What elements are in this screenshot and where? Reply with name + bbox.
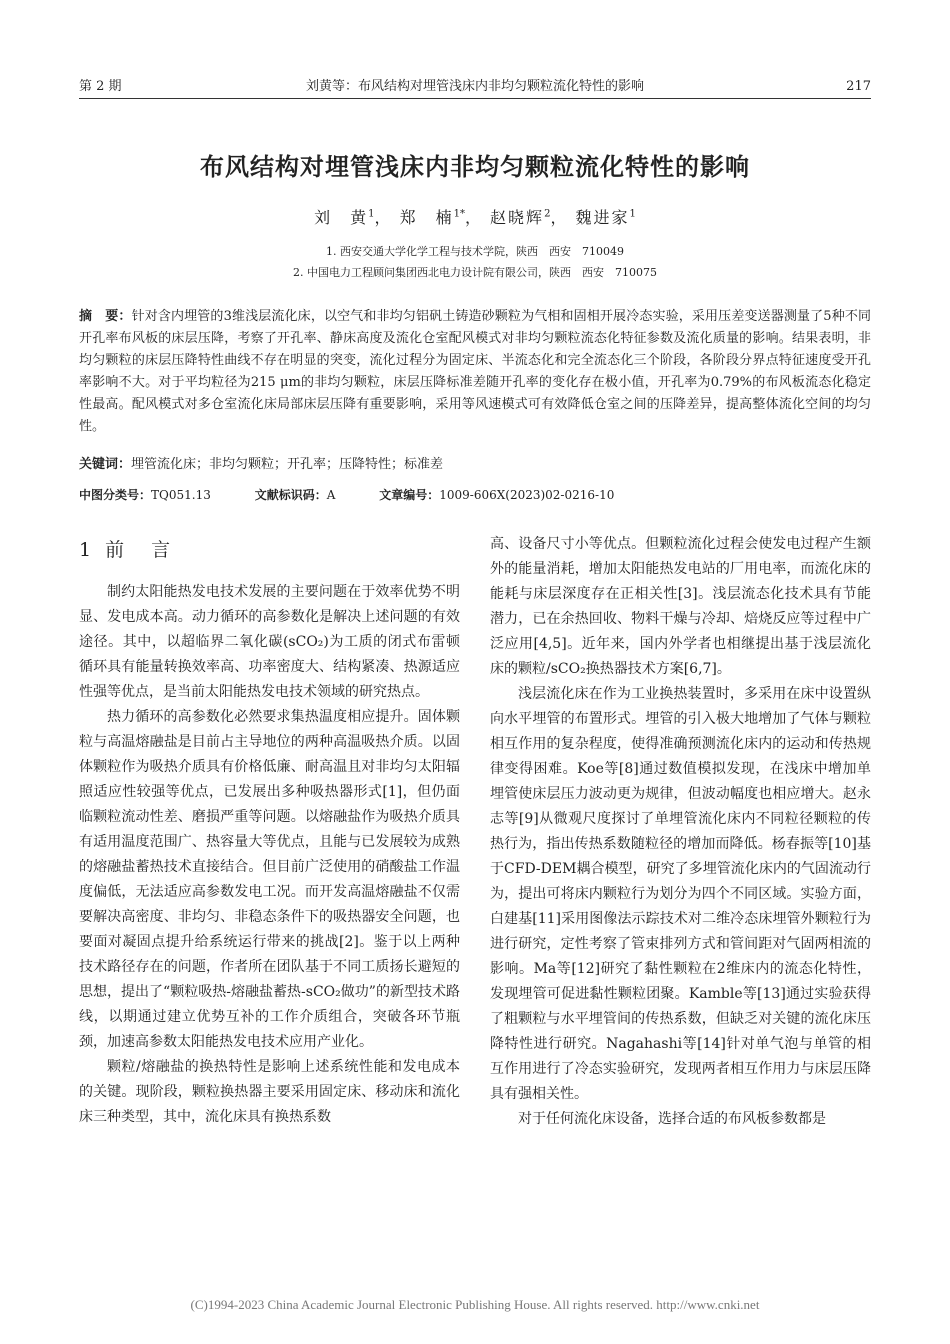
author-list: 刘 黄$^1$， 郑 楠$^{1*}$， 赵晓辉$^2$， 魏进家$^1$ — [314, 208, 636, 227]
section-title: 前 言 — [105, 539, 175, 561]
classification-info — [79, 485, 871, 505]
article-number-label: 文章编号： — [379, 488, 440, 502]
header-rule — [79, 98, 871, 99]
author-affiliation-mark: 1 — [629, 208, 636, 220]
affiliation-1: 1. 西安交通大学化学工程与技术学院，陕西 西安 710049 — [326, 245, 624, 258]
paper-title: 布风结构对埋管浅床内非均匀颗粒流化特性的影响 — [200, 153, 750, 181]
issue-number: 第 2 期 — [79, 79, 122, 94]
body-paragraph: 颗粒/熔融盐的换热特性是影响上述系统性能和发电成本的关键。现阶段，颗粒换热器主要采用固定床、移动床和流化床三种类型，其中，流化床具有换热系数 — [79, 1059, 460, 1125]
author-name: 赵晓辉 — [490, 208, 545, 227]
keywords-text: 埋管流化床；非均匀颗粒；开孔率；压降特性；标准差 — [131, 457, 444, 472]
running-title: 刘黄等：布风结构对埋管浅床内非均匀颗粒流化特性的影响 — [305, 79, 644, 94]
right-column — [490, 532, 871, 1132]
keywords — [79, 454, 871, 476]
author-name: 郑 楠 — [399, 208, 454, 227]
doc-code-label: 文献标识码： — [254, 488, 327, 502]
section-number: 1 — [79, 539, 96, 561]
author-name: 刘 黄 — [314, 208, 369, 227]
clc-value: TQ051.13 — [151, 488, 211, 502]
left-column — [79, 530, 460, 1130]
body-paragraph: 高、设备尺寸小等优点。但颗粒流化过程会使发电过程产生额外的能量消耗，增加太阳能热发电站的厂用电率，而流化床的能耗与床层深度存在正相关性[3]。浅层流态化技术具有节能潜力，已在余热回收、物料干燥与冷却、焙烧反应等过程中广泛应用[4,5]。近年来，国内外学者也相继提出基于浅层流化床的颗粒/sCO₂换热器技术方案[6,7]。 — [490, 536, 871, 677]
author-affiliation-mark: 1 — [368, 208, 375, 220]
doc-code-value: A — [326, 488, 336, 502]
article-number-value: 1009-606X(2023)02-0216-10 — [439, 488, 615, 502]
page-number: 217 — [846, 79, 871, 94]
author-name: 魏进家 — [575, 208, 630, 227]
abstract — [79, 306, 871, 438]
running-header — [79, 78, 871, 96]
body-paragraph: 对于任何流化床设备，选择合适的布风板参数都是 — [518, 1111, 826, 1127]
abstract-label: 摘 要： — [79, 309, 132, 324]
clc-label: 中图分类号： — [79, 488, 152, 502]
body-paragraph: 制约太阳能热发电技术发展的主要问题在于效率优势不明显、发电成本高。动力循环的高参数化是解决上述问题的有效途径。其中，以超临界二氧化碳(sCO₂)为工质的闭式布雷顿循环具有能量转换效率高、功率密度大、结构紧凑、热源适应性强等优点，是当前太阳能热发电技术领域的研究热点。 — [79, 584, 460, 700]
affiliation-2: 2. 中国电力工程顾问集团西北电力设计院有限公司，陕西 西安 710075 — [293, 266, 657, 279]
copyright-footer: (C)1994-2023 China Academic Journal Electronic Publishing House. All rights reserved. http://www.cnki.net — [190, 1297, 760, 1312]
section-heading — [79, 536, 460, 564]
author-affiliation-mark: 1* — [453, 208, 465, 220]
keywords-label: 关键词： — [79, 457, 132, 472]
body-paragraph: 热力循环的高参数化必然要求集热温度相应提升。固体颗粒与高温熔融盐是目前占主导地位的两种高温吸热介质。以固体颗粒作为吸热介质具有价格低廉、耐高温且对非均匀太阳辐照适应性较强等优点，已发展出多种吸热器形式[1]，但仍面临颗粒流动性差、磨损严重等问题。以熔融盐作为吸热介质具有适用温度范围广、热容量大等优点，且能与已发展较为成熟的熔融盐蓄热技术直接结合。但目前广泛使用的硝酸盐工作温度偏低，无法适应高参数发电工况。而开发高温熔融盐不仅需要解决高密度、非均匀、非稳态条件下的吸热器安全问题，也要面对凝固点提升给系统运行带来的挑战[2]。鉴于以上两种技术路径存在的问题，作者所在团队基于不同工质扬长避短的思想，提出了“颗粒吸热-熔融盐蓄热-sCO₂做功”的新型技术路线，以期通过建立优势互补的工作介质组合，突破各环节瓶颈，加速高参数太阳能热发电技术应用产业化。 — [79, 709, 460, 1050]
body-paragraph: 浅层流化床在作为工业换热装置时，多采用在床中设置纵向水平埋管的布置形式。埋管的引入极大地增加了气体与颗粒相互作用的复杂程度，使得准确预测流化床内的运动和传热规律变得困难。Koe等[8]通过数值模拟发现，在浅床中增加单埋管使床层压力波动更为规律，但波动幅度也相应增大。赵永志等[9]从微观尺度探讨了单埋管流化床内不同粒径颗粒的传热行为，指出传热系数随粒径的增加而降低。杨春振等[10]基于CFD-DEM耦合模型，研究了多埋管流化床内的气固流动行为，提出可将床内颗粒行为划分为四个不同区域。实验方面，白建基[11]采用图像法示踪技术对二维冷态床埋管外颗粒行为进行研究，定性考察了管束排列方式和管间距对气固两相流的影响。Ma等[12]研究了黏性颗粒在2维床内的流态化特性，发现埋管可促进黏性颗粒团聚。Kamble等[13]通过实验获得了粗颗粒与水平埋管间的传热系数，但缺乏对关键的流化床压降特性进行研究。Nagahashi等[14]针对单气泡与单管的相互作用进行了冷态实验研究，发现两者相互作用力与床层压降具有强相关性。 — [490, 686, 871, 1102]
abstract-text: 针对含内埋管的3维浅层流化床，以空气和非均匀铝矾土铸造砂颗粒为气相和固相开展冷态实验，采用压差变送器测量了5种不同开孔率布风板的床层压降，考察了开孔率、静床高度及流化仓室配风模式对非均匀颗粒流态化特征参数及流化质量的影响。结果表明，非均匀颗粒的床层压降特性曲线不存在明显的突变，流化过程分为固定床、半流态化和完全流态化三个阶段，各阶段分界点特征速度受开孔率影响不大。对于平均粒径为215 μm的非均匀颗粒，床层压降标准差随开孔率的变化存在极小值，开孔率为0.79%的布风板流态化稳定性最高。配风模式对多仓室流化床局部床层压降有重要影响，采用等风速模式可有效降低仓室之间的压降差异，提高整体流化空间的均匀性。 — [79, 309, 871, 434]
author-affiliation-mark: 2 — [544, 208, 551, 220]
